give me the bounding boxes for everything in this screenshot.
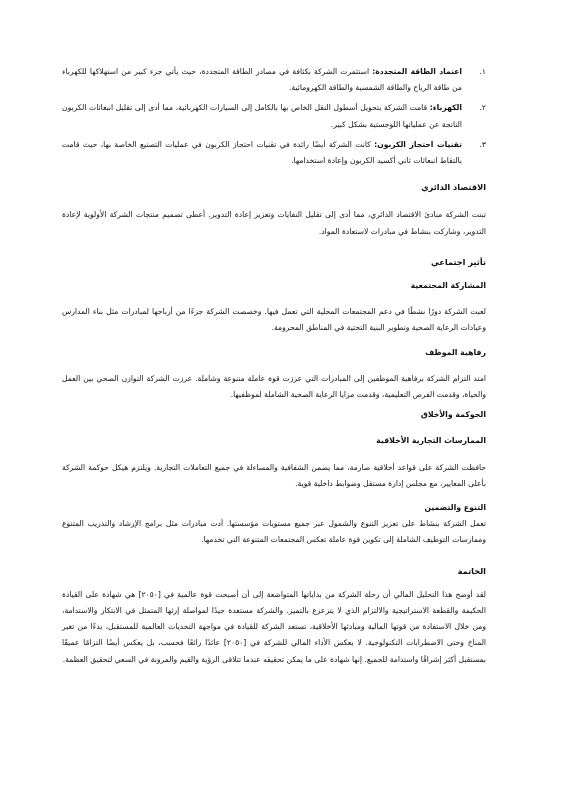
employee-welfare-paragraph: امتد التزام الشركة برفاهية الموظفين إلى المبادرات التي عززت قوة عاملة متنوعة وشاملة. عززت الشركة التوازن الصحي بين العمل والحياة، وقدمت الفرص التعليمية، وقدمت مزايا الرعاية الصحية الشاملة لموظفيها. xyxy=(62,373,486,400)
list-item-text: كانت الشركة أيضًا رائدة في تقنيات احتجاز الكربون في عمليات التصنيع الخاصة بها، حيث قامت بالتقاط انبعاثات ثاني أكسيد الكربون وإعادة استخدامها. xyxy=(62,139,462,166)
list-item xyxy=(62,100,486,132)
list-item-text: قامت الشركة بتحويل أسطول النقل الخاص بها بالكامل إلى السيارات الكهربائية، مما أدى إلى تقليل انبعاثات الكربون الناتجة عن عملياتها اللوجستية بشكل كبير. xyxy=(62,103,462,129)
social-impact-heading: تأثير اجتماعي xyxy=(431,256,486,267)
energy-list xyxy=(62,64,486,169)
employee-welfare-heading: رفاهية الموظف xyxy=(425,347,486,357)
circular-economy-paragraph: تبنت الشركة مبادئ الاقتصاد الدائري، مما أدى إلى تقليل النفايات وتعزيز إعادة التدوير. أعطى تصميم منتجات الشركة الأولوية لإعادة التدوير، وشاركت بنشاط في مبادرات لاستعادة المواد. xyxy=(62,210,486,236)
list-number: ٢. xyxy=(479,103,486,113)
conclusion-heading: الخاتمة xyxy=(457,565,486,576)
list-item xyxy=(62,64,486,96)
circular-economy-heading: الاقتصاد الدائري xyxy=(421,182,486,193)
list-item-lead: اعتماد الطاقة المتجددة: xyxy=(372,67,462,76)
list-number: ٣. xyxy=(479,139,486,149)
list-item-lead: تقنيات احتجاز الكربون: xyxy=(374,139,462,149)
community-heading: المشاركة المجتمعية xyxy=(410,281,486,291)
diversity-paragraph: تعمل الشركة بنشاط على تعزيز التنوع والشمول عبر جميع مستويات مؤسستها. أدت مبادرات مثل برامج الإرشاد والتدريب المتنوع وممارسات التوظيف الشاملة إلى تكوين قوة عاملة تعكس المجتمعات المتنوعة التي تخدمها. xyxy=(62,519,486,545)
list-number: ١. xyxy=(479,67,486,76)
document-content xyxy=(62,64,486,676)
list-item-lead: الكهرباء: xyxy=(429,103,462,113)
conclusion-paragraph: لقد أوضح هذا التحليل المالي أن رحلة الشركة من بداياتها المتواضعة إلى أن أصبحت قوة عالمية في [٢٠٥٠] هي شهادة على القيادة الحكيمة والقطعة الاستراتيجية والالتزام الذي لا يتزعزع بالتميز. والشركة مستعدة جيدًا لمواصلة إرثها المتمثل في الابتكار والاستدامة، ومن خلال الاستفادة من قوتها المالية ومبادئها الأخلاقية، تستعد الشركة للقيادة في مواجهة التحديات العالمية للمستقبل، بدءًا من تغير المناخ وحتى الاضطرابات التكنولوجية. لا يعكس الأداء المالي للشركة في [٢٠٥٠] عائدًا رائعًا فحسب، بل يعكس أيضًا التزامًا عميقًا بمستقبل أكثر إشراقًا واستدامة للجميع. إنها شهادة على ما يمكن تحقيقه عندما تتلاقى الرؤية والقيم والمرونة في السعي لتحقيق العظمة. xyxy=(62,589,487,664)
ethics-paragraph: حافظت الشركة على قواعد أخلاقية صارمة، مما يضمن الشفافية والمساءلة في جميع التعاملات التجارية. ويلتزم هيكل حوكمة الشركة بأعلى المعايير، مع مجلس إدارة مستقل وضوابط داخلية قوية. xyxy=(62,462,486,488)
ethics-heading: الممارسات التجارية الأخلاقية xyxy=(376,436,486,446)
diversity-heading: التنوع والتضمين xyxy=(424,503,486,513)
list-item xyxy=(62,137,486,169)
list-item-text: استثمرت الشركة بكثافة في مصادر الطاقة المتجددة، حيث يأتي جزء كبير من استهلاكها للكهرباء من طاقة الرياح والطاقة الشمسية والطاقة الكهرومائية. xyxy=(62,67,462,93)
governance-heading: الحوكمة والأخلاق xyxy=(420,410,486,420)
community-paragraph: لعبت الشركة دورًا نشطًا في دعم المجتمعات المحلية التي تعمل فيها. وخصصت الشركة جزءًا من أرباحها لمبادرات مثل بناء المدارس وعيادات الرعاية الصحية وتطوير البنية التحتية في المناطق المحرومة. xyxy=(62,307,486,333)
